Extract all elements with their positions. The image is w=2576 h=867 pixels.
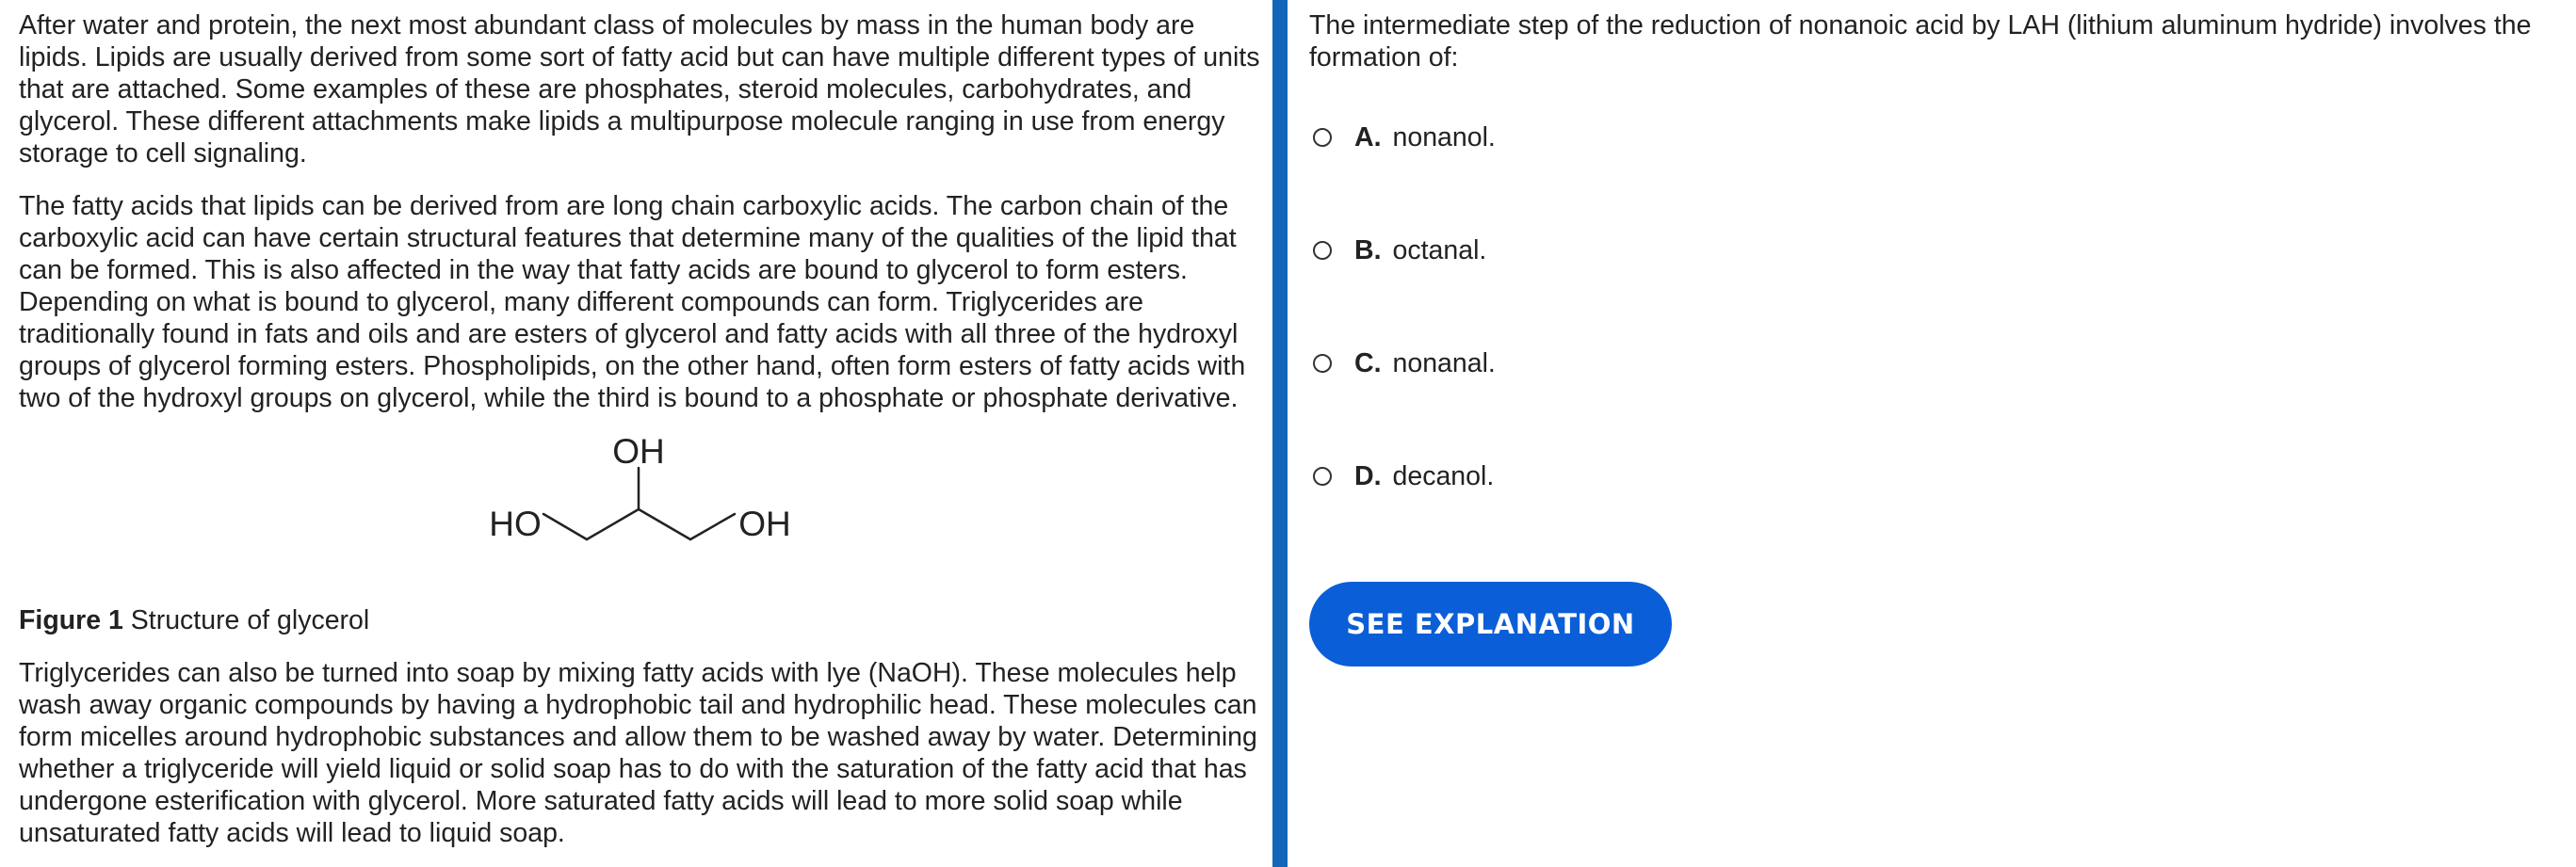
radio-button-icon[interactable] [1313, 354, 1332, 373]
question-panel [1309, 9, 2562, 640]
answer-option-b[interactable] [1309, 232, 1486, 269]
passage-paragraph-2: The fatty acids that lipids can be derived from are long chain carboxylic acids. The carbon chain of the carboxylic acid can have certain structural features that determine many of the qualities of the lipid that can be formed. This is also affected in the way that fatty acids are bound to glycerol to form esters. Depending on what is bound to glycerol, many different compounds can form. Triglycerides are traditionally found in fats and oils and are esters of glycerol and fatty acids with all three of the hydroxyl groups of glycerol forming esters. Phospholipids, on the other hand, often form esters of fatty acids with two of the hydroxyl groups on glycerol, while the third is bound to a phosphate or phosphate derivative. [19, 191, 1246, 413]
answer-option-c[interactable] [1309, 345, 1496, 382]
answer-option-a[interactable] [1309, 119, 1496, 156]
see-explanation-button[interactable]: SEE EXPLANATION [1309, 582, 1672, 666]
question-stem: The intermediate step of the reduction of nonanoic acid by LAH (lithium aluminum hydride) involves the formation of: [1309, 10, 2532, 72]
option-letter: A. [1354, 121, 1382, 153]
option-text: nonanol. [1392, 121, 1496, 153]
passage-paragraph-3: Triglycerides can also be turned into soap by mixing fatty acids with lye (NaOH). These molecules help wash away organic compounds by having a hydrophobic tail and hydrophilic head. These molecules can form micelles around hydrophobic substances and allow them to be washed away by water. Determining whether a triglyceride will yield liquid or solid soap has to do with the saturation of the fatty acid that has undergone esterification with glycerol. More saturated fatty acids will lead to more solid soap while unsaturated fatty acids will lead to liquid soap. [19, 658, 1257, 848]
panel-divider [1272, 0, 1288, 867]
option-letter: D. [1354, 460, 1382, 491]
radio-button-icon[interactable] [1313, 241, 1332, 260]
ho-label-left: HO [489, 505, 542, 543]
bond-c1-c2 [587, 509, 639, 539]
passage-panel [19, 9, 1267, 867]
radio-button-icon[interactable] [1313, 128, 1332, 147]
oh-label-top: OH [612, 435, 665, 471]
glycerol-structure-diagram [19, 435, 1267, 604]
option-text: decanol. [1392, 460, 1495, 491]
option-text: octanal. [1392, 234, 1487, 265]
bond-c2-c3 [639, 509, 690, 539]
figure-caption-label: Figure 1 [19, 605, 123, 635]
bond-c3-oh [690, 514, 735, 539]
figure-caption [19, 604, 1267, 636]
radio-button-icon[interactable] [1313, 467, 1332, 486]
option-text: nonanal. [1392, 347, 1496, 378]
bond-ho-c1 [543, 514, 587, 539]
option-letter: C. [1354, 347, 1382, 378]
glycerol-structure-figure [19, 435, 1267, 604]
answer-option-d[interactable] [1309, 458, 1494, 495]
figure-caption-text: Structure of glycerol [130, 605, 370, 635]
oh-label-right: OH [738, 505, 791, 543]
passage-paragraph-1: After water and protein, the next most abundant class of molecules by mass in the human body are lipids. Lipids are usually derived from some sort of fatty acid but can have multiple different types of units that are attached. Some examples of these are phosphates, steroid molecules, carbohydrates, and glycerol. These different attachments make lipids a multipurpose molecule ranging in use from energy storage to cell signaling. [19, 10, 1260, 169]
option-letter: B. [1354, 234, 1382, 265]
